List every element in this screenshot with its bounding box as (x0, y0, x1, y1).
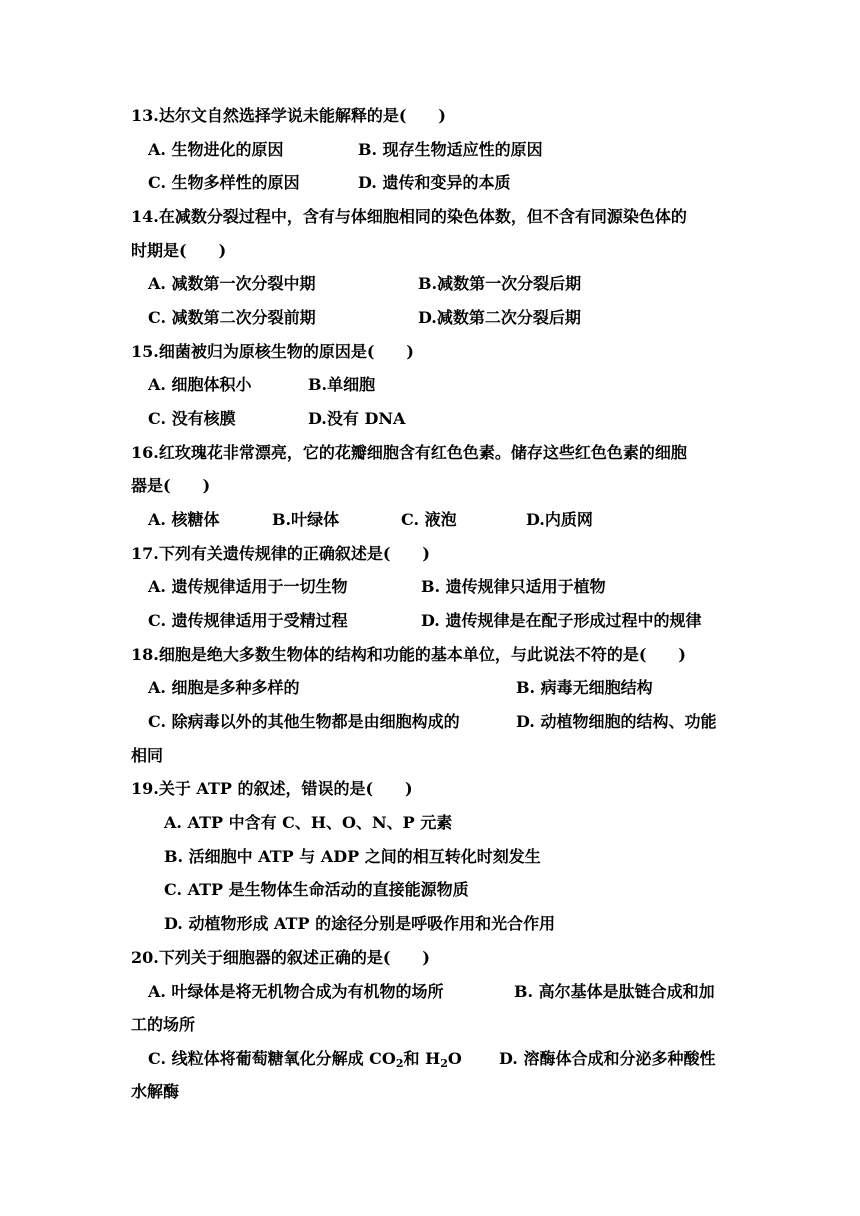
q20-option-c-subscript-h2o: 2 (440, 1057, 448, 1070)
q16-option-d: D.内质网 (526, 510, 593, 529)
q17-option-a: A. 遗传规律适用于一切生物 (148, 577, 348, 596)
q20-option-b-line1: B. 高尔基体是肽链合成和加 (514, 982, 715, 1001)
q20-option-d-line1: D. 溶酶体合成和分泌多种酸性 (499, 1049, 716, 1068)
q18-option-b: B. 病毒无细胞结构 (516, 678, 653, 697)
q13-option-b: B. 现存生物适应性的原因 (358, 140, 543, 159)
q18-option-d-line1: D. 动植物细胞的结构、功能 (516, 712, 717, 731)
q15-option-d: D.没有 DNA (308, 409, 406, 428)
q16-option-a: A. 核糖体 (148, 510, 220, 529)
q18-option-d-line2: 相同 (131, 746, 164, 765)
q13-stem: 13.达尔文自然选择学说未能解释的是( ) (131, 106, 446, 125)
q16-stem-line2: 器是( ) (131, 476, 211, 495)
q19-option-d: D. 动植物形成 ATP 的途径分别是呼吸作用和光合作用 (164, 914, 556, 933)
q17-stem: 17.下列有关遗传规律的正确叙述是( ) (131, 544, 430, 563)
q16-option-b: B.叶绿体 (272, 510, 340, 529)
q16-option-c: C. 液泡 (401, 510, 457, 529)
q20-option-c-subscript-co2: 2 (395, 1057, 404, 1070)
q20-option-c (148, 1049, 462, 1069)
q15-option-c: C. 没有核膜 (148, 409, 236, 428)
q13-option-d: D. 遗传和变异的本质 (358, 173, 511, 192)
q19-option-a: A. ATP 中含有 C、H、O、N、P 元素 (164, 813, 453, 832)
q19-option-b: B. 活细胞中 ATP 与 ADP 之间的相互转化时刻发生 (164, 847, 541, 866)
q15-stem: 15.细菌被归为原核生物的原因是( ) (131, 342, 414, 361)
q20-option-c-text-mid: 和 H (403, 1049, 441, 1068)
q17-option-c: C. 遗传规律适用于受精过程 (148, 611, 348, 630)
q20-option-d-line2: 水解酶 (131, 1082, 180, 1101)
q17-option-d: D. 遗传规律是在配子形成过程中的规律 (421, 611, 702, 630)
q19-option-c: C. ATP 是生物体生命活动的直接能源物质 (164, 880, 469, 899)
q20-stem: 20.下列关于细胞器的叙述正确的是( ) (131, 948, 430, 967)
q18-option-c: C. 除病毒以外的其他生物都是由细胞构成的 (148, 712, 460, 731)
q17-option-b: B. 遗传规律只适用于植物 (421, 577, 606, 596)
q18-option-a: A. 细胞是多种多样的 (148, 678, 300, 697)
q14-option-c: C. 减数第二次分裂前期 (148, 308, 316, 327)
q14-stem-line2: 时期是( ) (131, 241, 227, 260)
q20-option-c-text-end: O (447, 1049, 462, 1068)
q14-option-d: D.减数第二次分裂后期 (418, 308, 581, 327)
q19-stem: 19.关于 ATP 的叙述，错误的是( ) (131, 779, 413, 798)
q15-option-a: A. 细胞体积小 (148, 375, 252, 394)
q15-option-b: B.单细胞 (308, 375, 376, 394)
q14-option-b: B.减数第一次分裂后期 (418, 274, 582, 293)
q20-option-a: A. 叶绿体是将无机物合成为有机物的场所 (148, 982, 444, 1001)
q13-option-c: C. 生物多样性的原因 (148, 173, 300, 192)
q14-option-a: A. 减数第一次分裂中期 (148, 274, 316, 293)
q20-option-c-text: C. 线粒体将葡萄糖氧化分解成 CO (148, 1049, 396, 1068)
q13-option-a: A. 生物进化的原因 (148, 140, 284, 159)
q14-stem-line1: 14.在减数分裂过程中，含有与体细胞相同的染色体数，但不含有同源染色体的 (131, 207, 687, 226)
q20-option-b-line2: 工的场所 (131, 1015, 196, 1034)
q16-stem-line1: 16.红玫瑰花非常漂亮，它的花瓣细胞含有红色色素。储存这些红色色素的细胞 (131, 443, 687, 462)
q18-stem: 18.细胞是绝大多数生物体的结构和功能的基本单位，与此说法不符的是( ) (131, 645, 686, 664)
